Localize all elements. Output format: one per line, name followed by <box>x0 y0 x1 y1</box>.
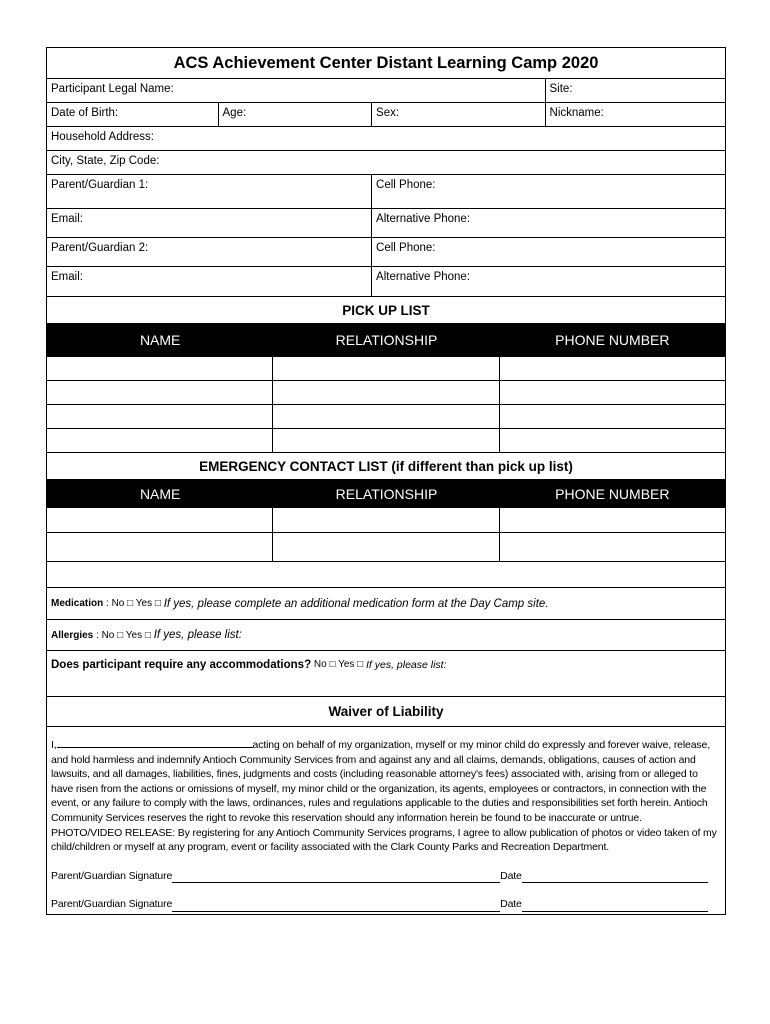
pickup-phone-cell[interactable] <box>500 357 725 380</box>
parent2-field[interactable]: Parent/Guardian 2: <box>47 238 372 266</box>
date-label: Date <box>500 898 522 911</box>
photo-release-text: PHOTO/VIDEO RELEASE: By registering for any Antioch Community Services programs, I agree to allow publication of photos or video taken of my child/children or myself at any program, event or facility associated with the Clark County Parks and Recreation Department. <box>51 826 717 854</box>
emergency-list-title: EMERGENCY CONTACT LIST (if different than pick up list) <box>47 453 725 480</box>
emergency-relationship-cell[interactable] <box>273 533 499 561</box>
camp-registration-form <box>46 47 726 915</box>
pickup-table-header <box>47 324 725 357</box>
allergies-label: Allergies <box>51 629 94 641</box>
medication-row[interactable] <box>47 588 725 620</box>
pickup-name-cell[interactable] <box>47 381 273 404</box>
emergency-table-header <box>47 480 725 508</box>
signature-line[interactable] <box>172 870 500 883</box>
site-field[interactable]: Site: <box>549 83 573 95</box>
pickup-col-phone: PHONE NUMBER <box>555 332 670 348</box>
email1-field[interactable]: Email: <box>47 209 372 237</box>
nickname-field[interactable]: Nickname: <box>549 107 604 119</box>
medication-checkboxes[interactable]: : No □ Yes □ <box>103 598 164 609</box>
signature-row <box>51 869 721 884</box>
pickup-name-cell[interactable] <box>47 429 273 452</box>
waiver-text: acting on behalf of my organization, myself or my minor child do expressly and forever waive, release, and hold harmless and indemnify Antioch Community Services from and against any and all claims, demands, obligations, causes of action and lawsuits, and all damages, liabilities, fines, judgments and costs (including reasonable attorney's fees) associated with, arising from or alleged to have risen from the actions or omissions of myself, my minor child or the organization, its agents, employees or contractors, in connection with the event, or any failure to comply with the laws, ordinances, rules and regulations applicable to the duties and responsibilities set forth herein. Antioch Community Services reserves the right to revoke this reservation should any information herein be found to be inaccurate or untrue. <box>51 739 710 824</box>
waiver-prefix: I, <box>51 739 57 751</box>
pickup-phone-cell[interactable] <box>500 381 725 404</box>
emergency-row[interactable] <box>47 508 725 533</box>
pickup-list-title: PICK UP LIST <box>47 297 725 324</box>
form-title: ACS Achievement Center Distant Learning Camp 2020 <box>47 48 725 79</box>
accommodations-checkboxes[interactable]: No □ Yes □ <box>311 659 366 670</box>
emergency-phone-cell[interactable] <box>500 533 725 561</box>
pickup-relationship-cell[interactable] <box>273 405 499 428</box>
waiver-name-line[interactable] <box>57 735 253 748</box>
pickup-row[interactable] <box>47 381 725 405</box>
date-line[interactable] <box>522 899 708 912</box>
accommodations-row[interactable] <box>47 651 725 697</box>
dob-field[interactable]: Date of Birth: <box>47 103 219 126</box>
alt-phone2-field[interactable]: Alternative Phone: <box>376 271 471 283</box>
medication-label: Medication <box>51 598 104 609</box>
pickup-row[interactable] <box>47 429 725 453</box>
city-state-zip-field[interactable]: City, State, Zip Code: <box>51 155 160 167</box>
pickup-col-relationship: RELATIONSHIP <box>335 332 438 348</box>
date-label: Date <box>500 869 522 882</box>
allergies-checkboxes[interactable]: : No □ Yes □ <box>93 629 154 641</box>
pickup-row[interactable] <box>47 357 725 381</box>
accommodations-note: If yes, please list: <box>365 659 447 671</box>
signature-row <box>51 897 721 914</box>
cell-phone1-field[interactable]: Cell Phone: <box>376 179 436 191</box>
household-address-field[interactable]: Household Address: <box>51 131 154 143</box>
pickup-relationship-cell[interactable] <box>273 429 499 452</box>
emergency-col-relationship: RELATIONSHIP <box>335 485 438 502</box>
pickup-row[interactable] <box>47 405 725 429</box>
pickup-relationship-cell[interactable] <box>273 381 499 404</box>
signature-line[interactable] <box>172 899 500 912</box>
emergency-name-cell[interactable] <box>47 508 273 532</box>
medication-note: If yes, please complete an additional medication form at the Day Camp site. <box>163 597 549 610</box>
emergency-row[interactable] <box>47 533 725 562</box>
emergency-col-phone: PHONE NUMBER <box>555 485 670 502</box>
parent1-field[interactable]: Parent/Guardian 1: <box>47 175 372 208</box>
blank-spacer-row <box>47 562 725 588</box>
signature-label: Parent/Guardian Signature <box>51 869 173 882</box>
pickup-phone-cell[interactable] <box>500 405 725 428</box>
pickup-name-cell[interactable] <box>47 405 273 428</box>
date-line[interactable] <box>522 870 708 883</box>
allergies-note: If yes, please list: <box>153 629 242 641</box>
age-field[interactable]: Age: <box>219 103 373 126</box>
emergency-relationship-cell[interactable] <box>273 508 499 532</box>
pickup-col-name: NAME <box>139 332 181 348</box>
pickup-phone-cell[interactable] <box>500 429 725 452</box>
emergency-phone-cell[interactable] <box>500 508 725 532</box>
sex-field[interactable]: Sex: <box>372 103 545 126</box>
emergency-col-name: NAME <box>139 485 181 502</box>
emergency-name-cell[interactable] <box>47 533 273 561</box>
cell-phone2-field[interactable]: Cell Phone: <box>376 242 436 254</box>
accommodations-label: Does participant require any accommodations? <box>51 659 312 671</box>
signature-label: Parent/Guardian Signature <box>51 898 173 911</box>
pickup-relationship-cell[interactable] <box>273 357 499 380</box>
waiver-title: Waiver of Liability <box>47 697 725 727</box>
allergies-row[interactable] <box>47 620 725 651</box>
email2-field[interactable]: Email: <box>47 267 372 296</box>
pickup-name-cell[interactable] <box>47 357 273 380</box>
waiver-body <box>47 727 725 914</box>
alt-phone1-field[interactable]: Alternative Phone: <box>376 213 471 225</box>
participant-name-field[interactable]: Participant Legal Name: <box>47 79 546 102</box>
